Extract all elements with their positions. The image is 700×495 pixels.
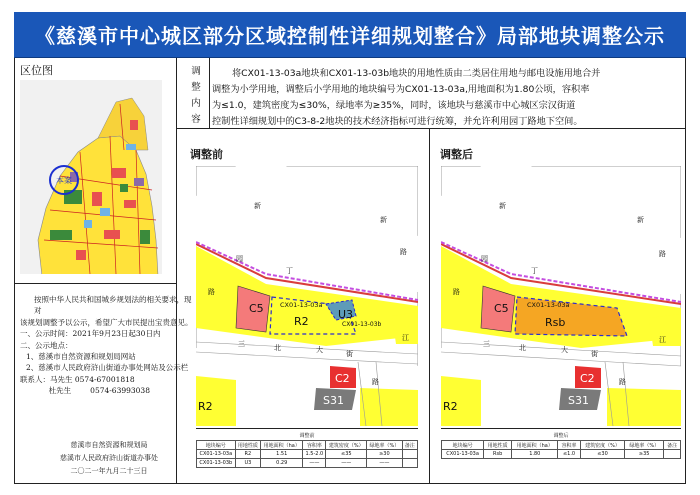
table-header-cell: 建筑密度（%） xyxy=(326,441,367,450)
signature-date: 二〇二一年九月二十三日 xyxy=(70,467,148,475)
plot-label-rsb: Rsb xyxy=(545,316,566,329)
content-label-char: 调 xyxy=(191,66,201,77)
road-label: 路 xyxy=(400,248,407,256)
road-label: 丁 xyxy=(531,267,538,275)
before-panel-title: 调整前 xyxy=(190,148,223,161)
notice-line-4: 二、公示地点： xyxy=(20,340,73,350)
table-cell: —— xyxy=(367,459,403,468)
table-cell: ≥30 xyxy=(367,450,403,459)
table-header-cell: 容积率 xyxy=(303,441,326,450)
divider-under-map xyxy=(14,283,176,284)
table-header-cell: 绿地率（%） xyxy=(625,441,664,450)
table-cell xyxy=(664,450,681,459)
location-map-label: 区位图 xyxy=(20,64,53,77)
table-header-cell: 用地性质 xyxy=(484,441,512,450)
notice-line-3: 一、公示时间：2021年9月23日起30日内 xyxy=(20,329,161,339)
notice-line-5: 1、慈溪市自然资源和规划局网站 xyxy=(26,352,136,362)
table-row xyxy=(197,459,418,468)
content-line-1: 将CX01-13-03a地块和CX01-13-03b地块的用地性质由二类居住用地与邮电设施用地合并 xyxy=(232,68,601,79)
table-cell: 1.51 xyxy=(261,450,303,459)
content-line-3: 为≤1.0，建筑密度为≤30%，绿地率为≥35%，同时，该地块与慈溪市中心城区宗汉街道 xyxy=(212,100,576,111)
content-label-char: 内 xyxy=(191,98,201,109)
table-header-row xyxy=(442,441,681,450)
signature-street-office: 慈溪市人民政府浒山街道办事处 xyxy=(60,454,158,462)
before-indicator-table xyxy=(196,440,418,468)
road-label: 路 xyxy=(619,378,626,386)
table-cell: ≤35 xyxy=(326,450,367,459)
plot-code-a: CX01-13-03a xyxy=(527,301,570,309)
content-label-char: 整 xyxy=(191,82,201,93)
road-label: 大 xyxy=(561,346,568,354)
road-label: 江 xyxy=(659,336,666,344)
road-label: 路 xyxy=(453,288,460,296)
project-location-marker-label: 本案 xyxy=(56,176,72,185)
after-table-caption: 调整后 xyxy=(553,433,569,439)
table-cell: R2 xyxy=(235,450,261,459)
notice-line-1: 按照中华人民共和国城乡规划法的相关要求，现对 xyxy=(34,295,192,316)
road-label: 路 xyxy=(372,378,379,386)
notice-line-6: 2、慈溪市人民政府浒山街道办事处网站及公示栏 xyxy=(26,363,189,373)
road-label: 北 xyxy=(519,344,526,352)
table-cell: —— xyxy=(303,459,326,468)
plot-label-s31: S31 xyxy=(323,394,344,407)
table-cell: CX01-13-03b xyxy=(197,459,236,468)
table-cell: —— xyxy=(326,459,367,468)
notice-line-2: 该规划调整予以公示，希望广大市民提出宝贵意见。 xyxy=(20,317,193,327)
plot-label-s31: S31 xyxy=(568,394,589,407)
table-header-cell: 容积率 xyxy=(558,441,580,450)
road-label: 丁 xyxy=(286,267,293,275)
table-cell: 1.5-2.0 xyxy=(303,450,326,459)
road-label: 园 xyxy=(481,255,488,263)
table-cell: U3 xyxy=(235,459,261,468)
road-label: 新 xyxy=(637,216,644,224)
plot-label-u3: U3 xyxy=(338,308,354,321)
content-line-4: 控制性详细规划中的C3-8-2地块的技术经济指标可进行统筹，并允许利用园丁路地下空间。 xyxy=(212,116,583,127)
road-label: 新 xyxy=(254,202,261,210)
road-label: 路 xyxy=(208,288,215,296)
table-row xyxy=(197,450,418,459)
signature-planning-bureau: 慈溪市自然资源和规划局 xyxy=(70,441,148,449)
plot-code-a: CX01-13-03a xyxy=(280,301,323,309)
content-line-2: 调整为小学用地，调整后小学用地的地块编号为CX01-13-03a,用地面积为1.80公顷，容积率 xyxy=(212,84,590,95)
plot-label-r2: R2 xyxy=(294,315,309,328)
table-cell xyxy=(402,459,417,468)
table-header-cell: 建筑密度（%） xyxy=(580,441,625,450)
divider-panels xyxy=(429,128,430,484)
adjustment-content xyxy=(212,66,678,130)
road-label: 新 xyxy=(380,216,387,224)
before-table-caption: 调整前 xyxy=(299,433,315,439)
table-cell: CX01-13-03a xyxy=(197,450,236,459)
table-cell: ≥35 xyxy=(625,450,664,459)
road-label: 北 xyxy=(274,344,281,352)
divider-after-table xyxy=(441,428,681,429)
after-plan-map xyxy=(441,166,681,426)
plot-code-b: CX01-13-03b xyxy=(342,321,382,328)
table-header-cell: 用地面积（ha） xyxy=(512,441,558,450)
table-cell: ≤30 xyxy=(580,450,625,459)
table-header-cell: 地块编号 xyxy=(197,441,236,450)
road-label: 三 xyxy=(483,340,490,348)
road-label: 江 xyxy=(402,334,409,342)
road-label: 三 xyxy=(238,340,245,348)
divider-left-column xyxy=(176,58,177,484)
divider-before-table xyxy=(196,428,418,429)
divider-content-label xyxy=(209,58,210,128)
table-header-cell: 备注 xyxy=(664,441,681,450)
table-header-row xyxy=(197,441,418,450)
page-title: 《慈溪市中心城区部分区域控制性详细规划整合》局部地块调整公示 xyxy=(14,12,686,58)
table-header-cell: 用地面积（ha） xyxy=(261,441,303,450)
table-cell: Rsb xyxy=(484,450,512,459)
plot-label-c2: C2 xyxy=(580,372,595,385)
table-header-cell: 地块编号 xyxy=(442,441,484,450)
road-label: 街 xyxy=(346,350,353,358)
plot-label-c5: C5 xyxy=(249,302,264,315)
public-notice xyxy=(20,294,198,397)
table-header-cell: 绿地率（%） xyxy=(367,441,403,450)
road-label: 园 xyxy=(236,255,243,263)
plot-label-r2-left: R2 xyxy=(198,400,213,413)
road-label: 街 xyxy=(591,350,598,358)
road-label: 路 xyxy=(659,250,666,258)
table-cell: CX01-13-03a xyxy=(442,450,484,459)
table-cell xyxy=(402,450,417,459)
notice-line-7: 联系人：马先生 0574-67001818 xyxy=(20,374,135,384)
plot-label-r2-left: R2 xyxy=(443,400,458,413)
content-section-label xyxy=(188,64,204,128)
table-cell: 1.80 xyxy=(512,450,558,459)
road-label: 大 xyxy=(316,346,323,354)
location-map xyxy=(20,80,162,274)
content-label-char: 容 xyxy=(191,114,201,125)
after-panel-title: 调整后 xyxy=(440,148,473,161)
table-header-cell: 备注 xyxy=(402,441,417,450)
notice-line-8: 杜先生 0574-63993038 xyxy=(20,386,150,396)
after-indicator-table xyxy=(441,440,681,459)
table-row xyxy=(442,450,681,459)
plot-label-c2: C2 xyxy=(335,372,350,385)
table-header-cell: 用地性质 xyxy=(235,441,261,450)
plot-label-c5: C5 xyxy=(494,302,509,315)
table-cell: 0.29 xyxy=(261,459,303,468)
before-plan-map xyxy=(196,166,418,426)
table-cell: ≤1.0 xyxy=(558,450,580,459)
road-label: 新 xyxy=(499,202,506,210)
